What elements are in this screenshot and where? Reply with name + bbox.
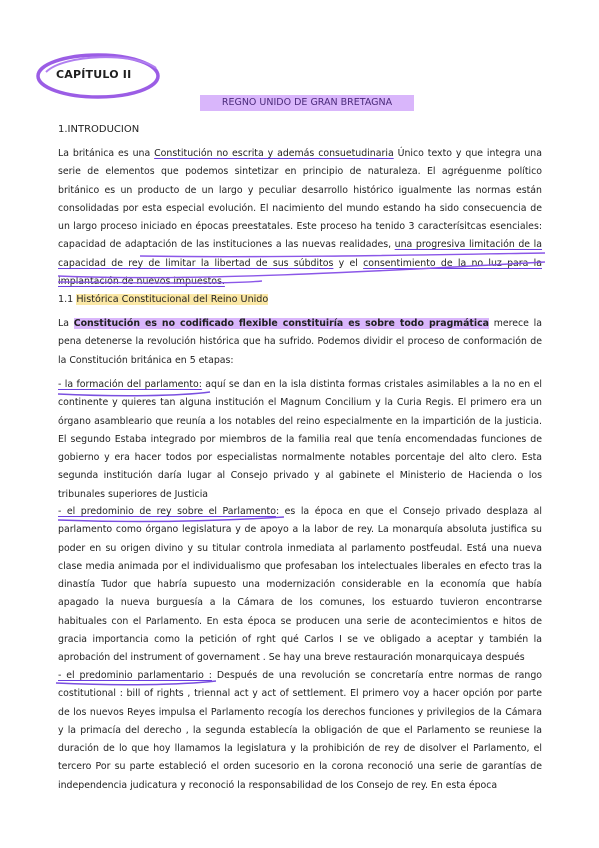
- paragraph-stage-king-predominance: [58, 503, 542, 668]
- stage2-label: - el predominio de rey sobre el Parlamento: [58, 506, 276, 517]
- hist-text-3: merece la pena detenerse la revolución histórica que ha sufrido. Podemos dividir el proceso de conformación de la Constitución británica en 5 etapas:: [58, 318, 543, 366]
- intro-underline-limitation: una progresiva limitación de la capacidad de rey de limitar la libertad de sus súbditos: [58, 239, 543, 269]
- stage1-text: aquí se dan en la isla distinta formas cristales asimilables a la no en el continente y quieres tan alguna institución el Magnum Concilium y la Curia Regis. El primero era un órgano asambleario que reunía a los notables del reino especialmente en la impartición de la justicia. El segundo Estaba integrado por miembros de la familia real que tenía encomendadas funciones de gobierno y era hacer todos por especialistas normalmente notables porcentaje del alto clero. Esta segunda institución daría lugar al Consejo privado y al gabinete el Ministerio de Hacienda o los tribunales superiores de Justicia: [58, 379, 542, 500]
- intro-text-1: La británica es una: [58, 148, 155, 159]
- stage3-text: Después de una revolución se concretaría entre normas de rango costitutional : bill of rights , triennal act y act of settlement. El primero voy a hacer opción por parte de los nuevos Reyes impulsa el Parlamento recogía los derechos funciones y privilegios de la Cámara y la primacía del derecho , la segunda establecía la obligación de que el Parlamento se reuniese la duración de lo que hoy llamamos la legislatura y la prohibición de rey de disolver el Parlamento, el tercero Por su parte estableció el orden sucesorio en la corona reconoció una serie de garantías de independencia judicatura y reconoció la responsabilidad de los Consejo de rey. En esta época: [58, 670, 543, 791]
- heading-historical: [58, 294, 268, 305]
- stage1-label: - la formación del parlamento:: [58, 379, 202, 390]
- paragraph-introduction: [58, 145, 542, 291]
- heading-historical-title: Histórica Constitucional del Reino Unido: [76, 294, 269, 305]
- hist-highlight-constitution: Constitución es no codificado flexible constituiría es sobre todo pragmática: [73, 318, 489, 329]
- paragraph-stage-parliament-formation: [58, 376, 542, 504]
- stage2-text: : es la época en que el Consejo privado desplaza al parlamento como órgano legislatura y de apoyo a la labor de rey. La monarquía absoluta justifica su poder en su origen divino y su titular controla inmediata al parlamento postfeudal. Está una nueva clase media animada por el individualismo que profesaban los intelectuales liberales en efecto tras la dinastía Tudor que habría supuesto una modernización considerable en la economía que había apagado la nueva burguesía a la Cámara de los comunes, los estuardo tuvieron encontrarse habituales con el Parlamento. En esta época se producen una serie de acontecimientos e hitos de gracia importancia como la petición of rght qué Carlos I se ve obligado a aceptar y también la aprobación del instrument of governament . Se hay una breve restauración monarquicaya después: [58, 506, 542, 664]
- paragraph-stage-parliamentary-predominance: [58, 667, 542, 795]
- intro-text-5: y el: [333, 257, 364, 269]
- heading-historical-number: 1.1: [58, 294, 77, 305]
- hist-text-1: La: [58, 318, 74, 329]
- intro-text-3: Único texto y que integra una serie de elementos que podemos sintetizar en principio de naturaleza. El agréguenme político británico es un producto de un largo y peculiar desarrollo histórico igualmente las normas están consolidadas por esta especial evolución. El nacimiento del mundo estando ha sido consecuencia de un largo proceso iniciado en épocas preestatales. Este proceso ha tenido 3 caracterísitcas esenciales: capacidad de adaptación de las instituciones a las nuevas realidades,: [58, 148, 542, 251]
- intro-underline-constitution: Constitución no escrita y además consuetudinaria: [154, 148, 394, 159]
- chapter-title: CAPÍTULO II: [56, 68, 132, 81]
- heading-introduction: 1.INTRODUCION: [58, 124, 140, 135]
- paragraph-historical: [58, 315, 542, 370]
- stage3-label: - el predominio parlamentario :: [58, 670, 212, 681]
- intro-underline-consent: consentimiento de la no luz para la implantación de nuevos impuestos.: [58, 257, 542, 288]
- section-title: REGNO UNIDO DE GRAN BRETAGNA: [200, 95, 414, 111]
